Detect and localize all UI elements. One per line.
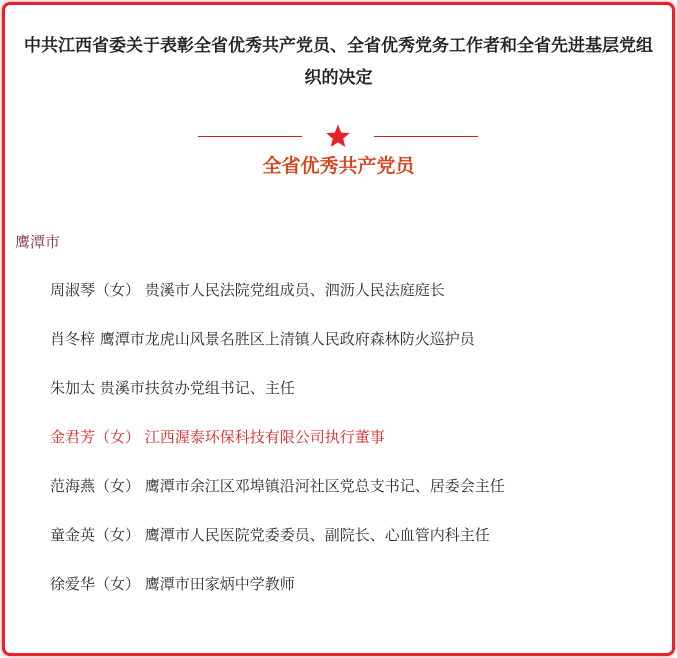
section-divider xyxy=(198,124,478,148)
member-entry: 朱加太 贵溪市扶贫办党组书记、主任 xyxy=(50,379,295,397)
member-entry: 金君芳（女） 江西渥泰环保科技有限公司执行董事 xyxy=(50,428,385,446)
divider-line-right xyxy=(374,136,478,137)
member-entry: 肖冬梓 鹰潭市龙虎山风景名胜区上清镇人民政府森林防火巡护员 xyxy=(50,330,475,348)
member-entry: 周淑琴（女） 贵溪市人民法院党组成员、泗沥人民法庭庭长 xyxy=(50,281,445,299)
document-title: 中共江西省委关于表彰全省优秀共产党员、全省优秀党务工作者和全省先进基层党组织的决定 xyxy=(24,36,653,88)
divider-line-left xyxy=(198,136,302,137)
member-entry: 范海燕（女） 鹰潭市余江区邓埠镇沿河社区党总支书记、居委会主任 xyxy=(50,477,505,495)
member-list xyxy=(50,278,505,621)
region-label: 鹰潭市 xyxy=(15,233,61,251)
member-entry: 童金英（女） 鹰潭市人民医院党委委员、副院长、心血管内科主任 xyxy=(50,526,490,544)
section-heading: 全省优秀共产党员 xyxy=(262,155,415,177)
star-icon xyxy=(322,124,354,148)
member-entry: 徐爱华（女） 鹰潭市田家炳中学教师 xyxy=(50,575,295,593)
